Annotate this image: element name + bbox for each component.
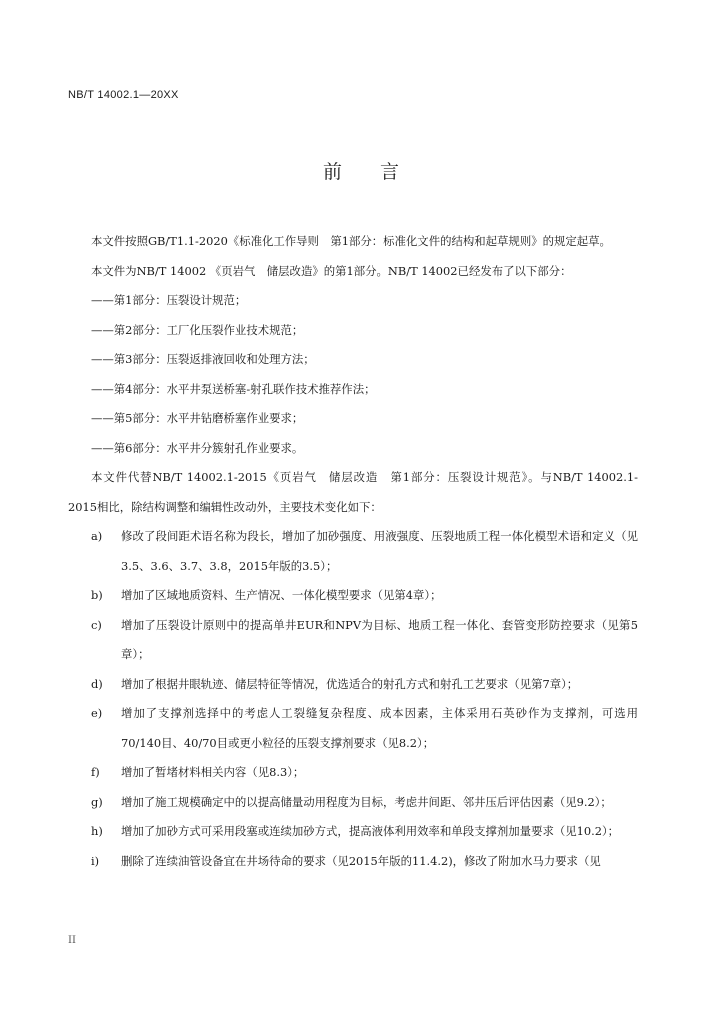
change-item-mark: a)	[91, 529, 103, 543]
change-item-text: 增加了施工规模确定中的以提高储量动用程度为目标，考虑井间距、邻井压后评估因素（见9.2）；	[121, 794, 612, 809]
change-item	[68, 581, 638, 611]
paragraph-replacement: 本文件代替NB/T 14002.1-2015《页岩气 储层改造 第1部分：压裂设计规范》。与NB/T 14002.1-2015相比，除结构调整和编辑性改动外，主要技术变化如下：	[68, 470, 638, 514]
page-number: II	[68, 935, 76, 946]
part-item: ——第6部分：水平井分簇射孔作业要求。	[91, 440, 304, 455]
page-title	[0, 157, 724, 184]
part-item: ——第2部分：工厂化压裂作业技术规范；	[91, 322, 304, 337]
change-item-text: 增加了压裂设计原则中的提高单井EUR和NPV为目标、地质工程一体化、套管变形防控要求（见第5章）；	[121, 617, 638, 661]
paragraph-drafting-rule: 本文件按照GB/T1.1-2020《标准化工作导则 第1部分：标准化文件的结构和起草规则》的规定起草。	[91, 234, 611, 248]
part-item: ——第1部分：压裂设计规范；	[91, 293, 247, 307]
change-item	[68, 758, 638, 788]
change-item-mark: c)	[91, 617, 102, 632]
change-item-mark: d)	[91, 676, 103, 691]
paragraph-part-intro: 本文件为NB/T 14002 《页岩气 储层改造》的第1部分。NB/T 14002已经发布了以下部分：	[91, 263, 572, 278]
change-item-text: 删除了连续油管设备宜在井场待命的要求（见2015年版的11.4.2)，修改了附加水马力要求（见	[121, 853, 601, 868]
change-item	[68, 817, 638, 847]
foreword-body	[68, 227, 638, 876]
part-item: ——第4部分：水平井泵送桥塞-射孔联作技术推荐作法；	[91, 381, 376, 396]
change-item-text: 增加了区域地质资料、生产情况、一体化模型要求（见第4章）；	[121, 588, 442, 602]
change-item-mark: f)	[91, 765, 100, 779]
change-item-text: 增加了支撑剂选择中的考虑人工裂缝复杂程度、成本因素，主体采用石英砂作为支撑剂，可选用70/140目、40/70目或更小粒径的压裂支撑剂要求（见8.2）；	[121, 706, 638, 750]
part-item: ——第5部分：水平井钻磨桥塞作业要求；	[91, 411, 304, 425]
title-char-1: 前	[322, 161, 344, 183]
change-item-mark: h)	[91, 824, 103, 838]
part-item: ——第3部分：压裂返排液回收和处理方法；	[91, 352, 315, 366]
change-item-text: 增加了暂堵材料相关内容（见8.3）；	[121, 765, 305, 779]
change-item-mark: i)	[91, 853, 100, 868]
change-item	[68, 847, 638, 877]
change-item-text: 增加了根据井眼轨迹、储层特征等情况，优选适合的射孔方式和射孔工艺要求（见第7章）；	[121, 676, 579, 691]
change-item	[68, 788, 638, 818]
change-item	[68, 611, 638, 670]
change-item-text: 增加了加砂方式可采用段塞或连续加砂方式，提高液体利用效率和单段支撑剂加量要求（见10.2）；	[121, 824, 620, 838]
change-item	[68, 522, 638, 581]
change-item	[68, 670, 638, 700]
change-item-mark: e)	[91, 706, 103, 720]
standard-code: NB/T 14002.1—20XX	[68, 89, 179, 101]
change-item-mark: b)	[91, 588, 103, 602]
change-item	[68, 699, 638, 758]
change-item-text: 修改了段间距术语名称为段长，增加了加砂强度、用液强度、压裂地质工程一体化模型术语和定义（见3.5、3.6、3.7、3.8，2015年版的3.5）；	[121, 529, 638, 573]
title-char-2: 言	[380, 161, 402, 183]
change-item-mark: g)	[91, 794, 103, 809]
